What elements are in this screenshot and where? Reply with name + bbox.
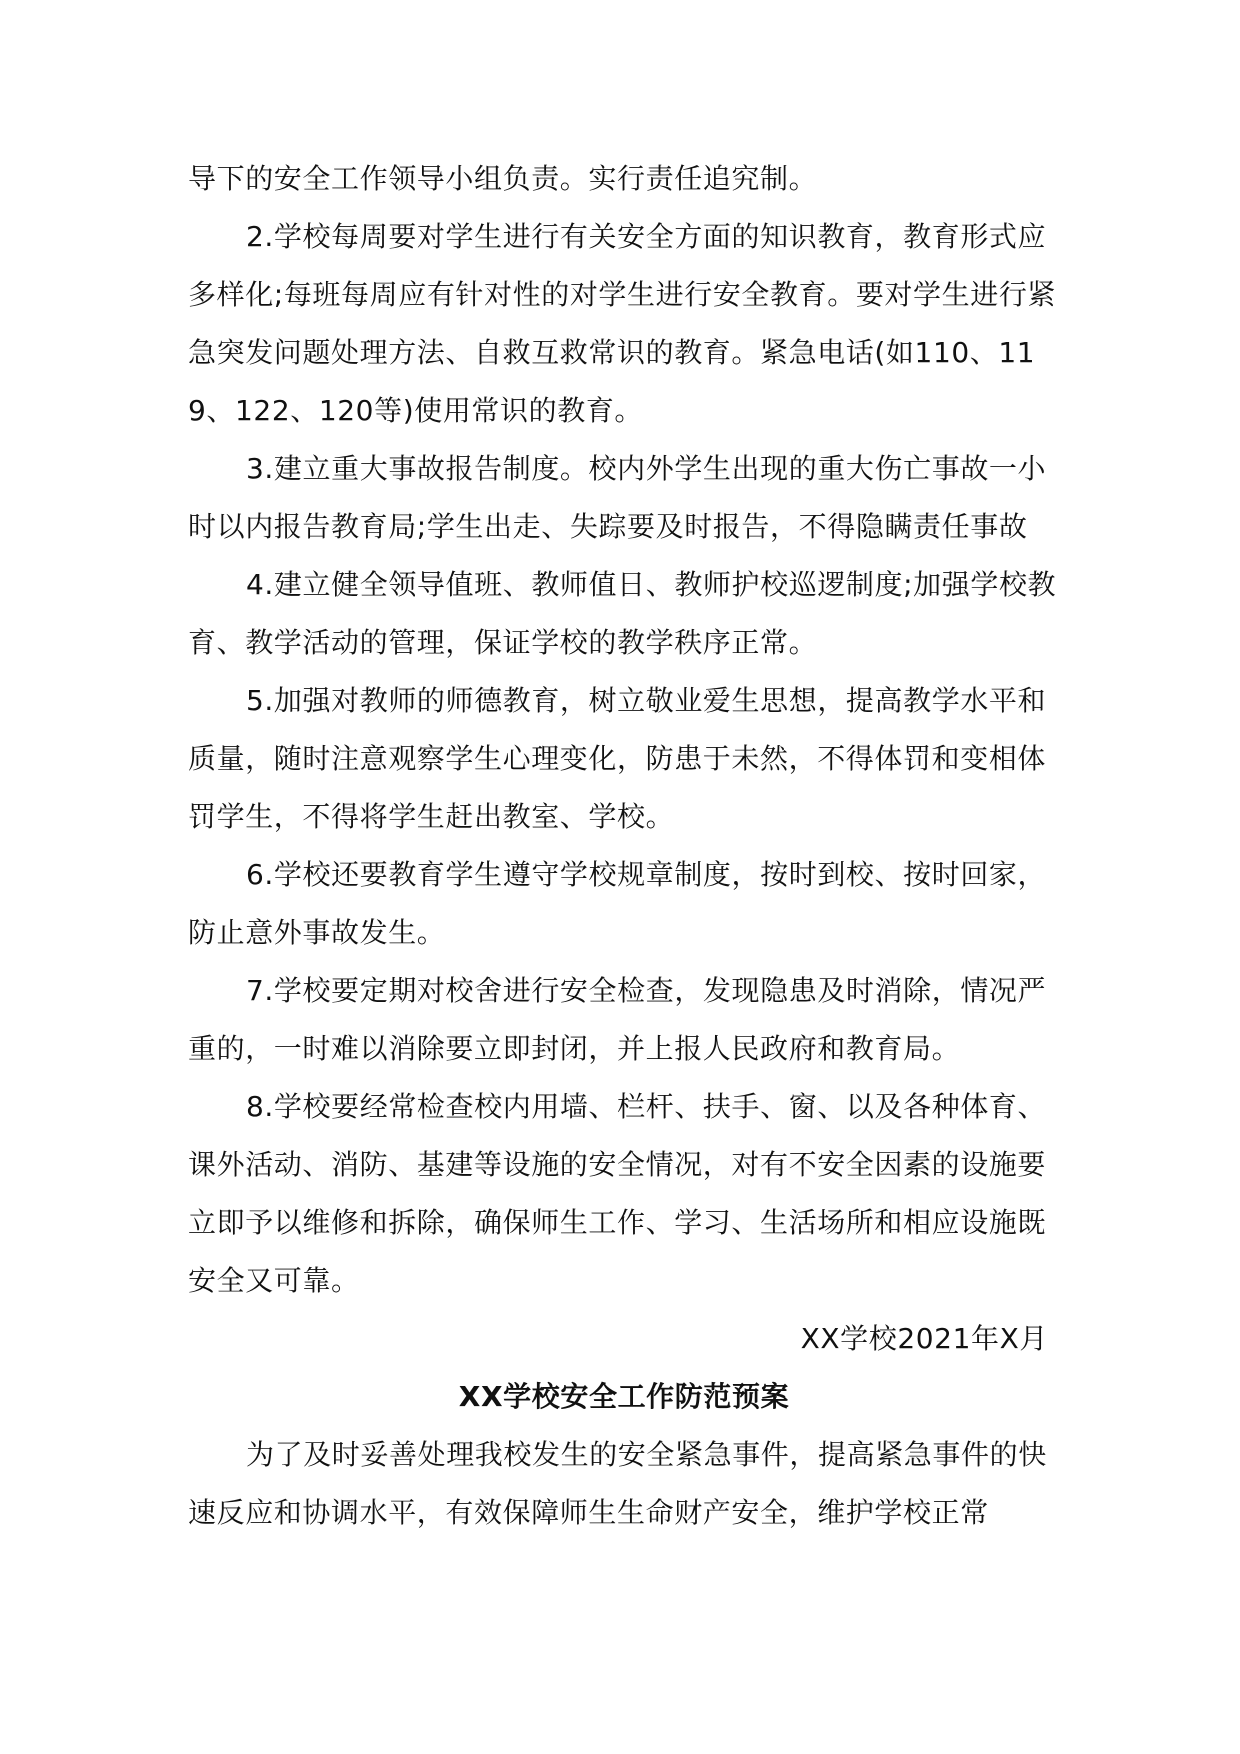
- signature-date: XX学校2021年X月: [800, 1322, 1048, 1355]
- paragraph-item-2: 2.学校每周要对学生进行有关安全方面的知识教育，教育形式应多样化;每班每周应有针对性的对学生进行安全教育。要对学生进行紧急突发问题处理方法、自救互救常识的教育。紧急电话(如110、119、122、120等)使用常识的教育。: [188, 220, 1057, 427]
- intro-paragraph: 为了及时妥善处理我校发生的安全紧急事件，提高紧急事件的快速反应和协调水平，有效保障师生生命财产安全，维护学校正常: [188, 1438, 1047, 1529]
- paragraph-continuation: 导下的安全工作领导小组负责。实行责任追究制。: [188, 162, 818, 195]
- paragraph-item-3: 3.建立重大事故报告制度。校内外学生出现的重大伤亡事故一小时以内报告教育局;学生出走、失踪要及时报告，不得隐瞒责任事故: [188, 452, 1047, 543]
- paragraph-item-6: 6.学校还要教育学生遵守学校规章制度，按时到校、按时回家，防止意外事故发生。: [188, 858, 1047, 949]
- paragraph-item-5: 5.加强对教师的师德教育，树立敬业爱生思想，提高教学水平和质量，随时注意观察学生心理变化，防患于未然，不得体罚和变相体罚学生，不得将学生赶出教室、学校。: [188, 684, 1047, 833]
- paragraph-item-8: 8.学校要经常检查校内用墙、栏杆、扶手、窗、以及各种体育、课外活动、消防、基建等设施的安全情况，对有不安全因素的设施要立即予以维修和拆除，确保师生工作、学习、生活场所和相应设施既安全又可靠。: [188, 1090, 1047, 1297]
- paragraph-item-4: 4.建立健全领导值班、教师值日、教师护校巡逻制度;加强学校教育、教学活动的管理，保证学校的教学秩序正常。: [188, 568, 1057, 659]
- document-body: [188, 150, 1060, 1542]
- section-title: XX学校安全工作防范预案: [458, 1380, 790, 1413]
- paragraph-item-7: 7.学校要定期对校舍进行安全检查，发现隐患及时消除，情况严重的，一时难以消除要立即封闭，并上报人民政府和教育局。: [188, 974, 1047, 1065]
